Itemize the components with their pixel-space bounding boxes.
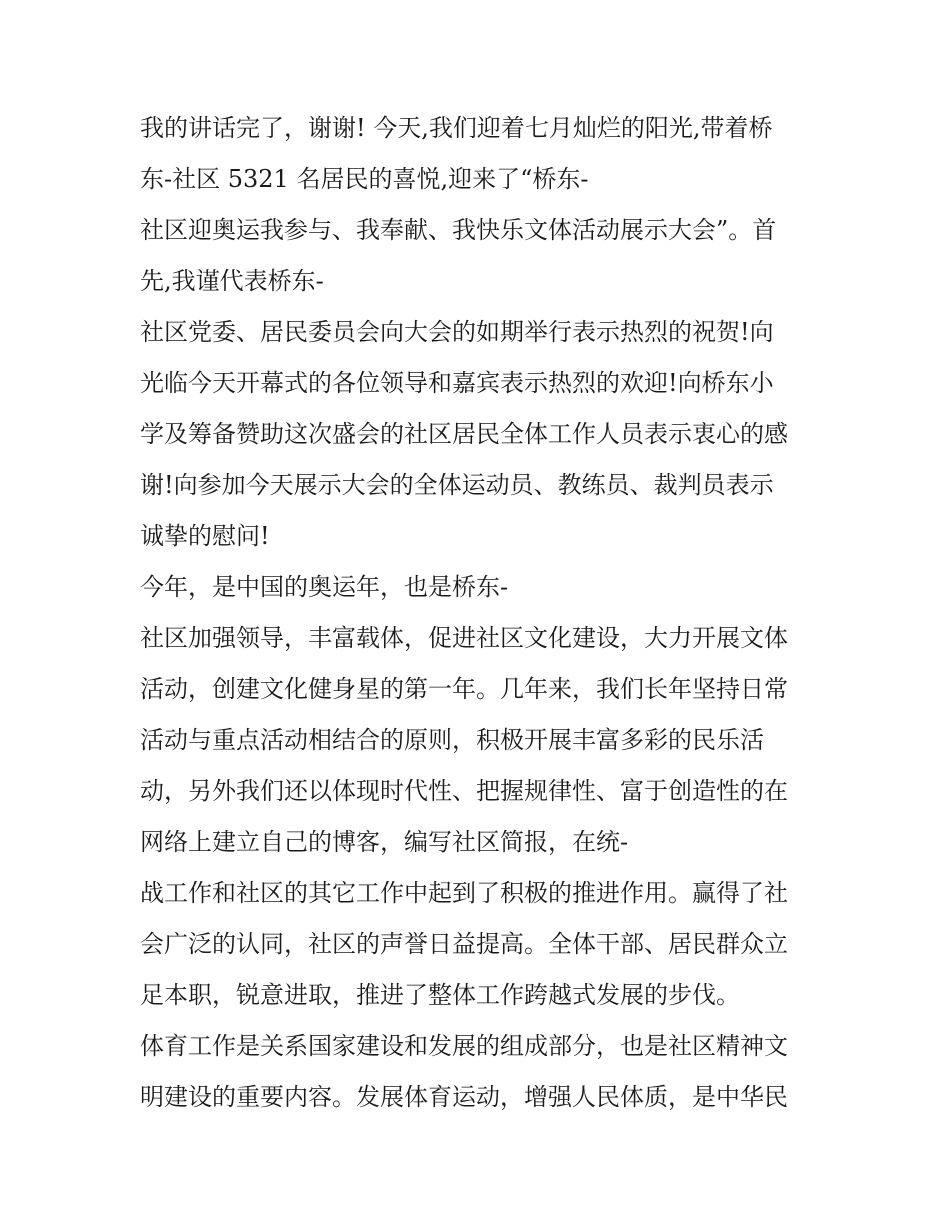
document-body: [140, 108, 840, 1128]
text-line: 社区加强领导，丰富载体，促进社区文化建设，大力开展文体: [140, 624, 788, 652]
text-line: 会广泛的认同，社区的声誉日益提高。全体干部、居民群众立: [140, 930, 788, 958]
text-line: 足本职，锐意进取，推进了整体工作跨越式发展的步伐。: [140, 981, 740, 1009]
text-line: 今年，是中国的奥运年，也是桥东-: [140, 573, 509, 601]
text-line: 明建设的重要内容。发展体育运动，增强人民体质，是中华民: [140, 1083, 788, 1111]
text-line: 我的讲话完了，谢谢! 今天,我们迎着七月灿烂的阳光,带着桥: [140, 114, 773, 142]
text-line: 学及筹备赞助这次盛会的社区居民全体工作人员表示衷心的感: [140, 420, 788, 448]
text-line: 谢!向参加今天展示大会的全体运动员、教练员、裁判员表示: [140, 471, 774, 499]
text-line: 诚挚的慰问!: [140, 522, 270, 550]
text-line: 东-社区 5321 名居民的喜悦,迎来了“桥东-: [140, 165, 589, 193]
text-line: 体育工作是关系国家建设和发展的组成部分，也是社区精神文: [140, 1032, 788, 1060]
text-line: 社区党委、居民委员会向大会的如期举行表示热烈的祝贺!向: [140, 318, 774, 346]
text-line: 先,我谨代表桥东-: [140, 267, 324, 295]
text-line: 活动与重点活动相结合的原则，积极开展丰富多彩的民乐活: [140, 726, 764, 754]
text-line: 动，另外我们还以体现时代性、把握规律性、富于创造性的在: [140, 777, 788, 805]
text-line: 活动，创建文化健身星的第一年。几年来，我们长年坚持日常: [140, 675, 788, 703]
text-line: 社区迎奥运我参与、我奉献、我快乐文体活动展示大会”。首: [140, 216, 777, 244]
text-line: 战工作和社区的其它工作中起到了积极的推进作用。赢得了社: [140, 879, 788, 907]
text-line: 网络上建立自己的博客，编写社区简报，在统-: [140, 828, 629, 856]
text-line: 光临今天开幕式的各位领导和嘉宾表示热烈的欢迎!向桥东小: [140, 369, 774, 397]
